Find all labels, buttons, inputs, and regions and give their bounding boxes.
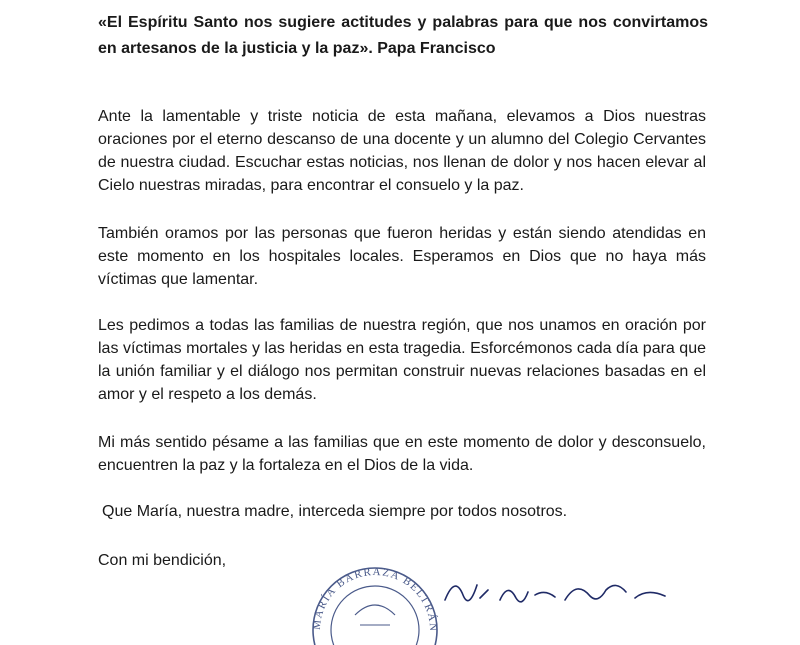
- seal-text: MARÍA BARRAZA BELTRÁN: [310, 565, 440, 633]
- svg-text:MARÍA BARRAZA BELTRÁN: [311, 566, 439, 633]
- paragraph-injured: También oramos por las personas que fueron heridas y están siendo atendidas en este momento en los hospitales locales. Esperamos en Dios que no haya más víctimas que lamentar.: [98, 225, 706, 288]
- paragraph-condolence: Ante la lamentable y triste noticia de esta mañana, elevamos a Dios nuestras oraciones por el eterno descanso de una docente y un alumno del Colegio Cervantes de nuestra ciudad. Escuchar estas noticias, nos llenan de dolor y nos hacen elevar al Cielo nuestras miradas, para encontrar el consuelo y la paz.: [98, 108, 706, 194]
- paragraph-families: Les pedimos a todas las familias de nuestra región, que nos unamos en oración por las víctimas mortales y las heridas en esta tragedia. Esforcémonos cada día para que la unión familiar y el diálogo nos permitan construir nuevas relaciones basadas en el amor y el respeto a los demás.: [98, 317, 706, 403]
- handwritten-signature: [440, 570, 680, 610]
- header-quote: «El Espíritu Santo nos sugiere actitudes y palabras para que nos convirtamos en artesanos de la justicia y la paz». Papa Francisco: [98, 14, 708, 57]
- closing-blessing: Con mi bendición,: [98, 552, 227, 569]
- paragraph-condolences: Mi más sentido pésame a las familias que en este momento de dolor y desconsuelo, encuentren la paz y la fortaleza en el Dios de la vida.: [98, 434, 706, 474]
- episcopal-seal: [300, 555, 450, 645]
- paragraph-prayer: Que María, nuestra madre, interceda siempre por todos nosotros.: [102, 503, 568, 520]
